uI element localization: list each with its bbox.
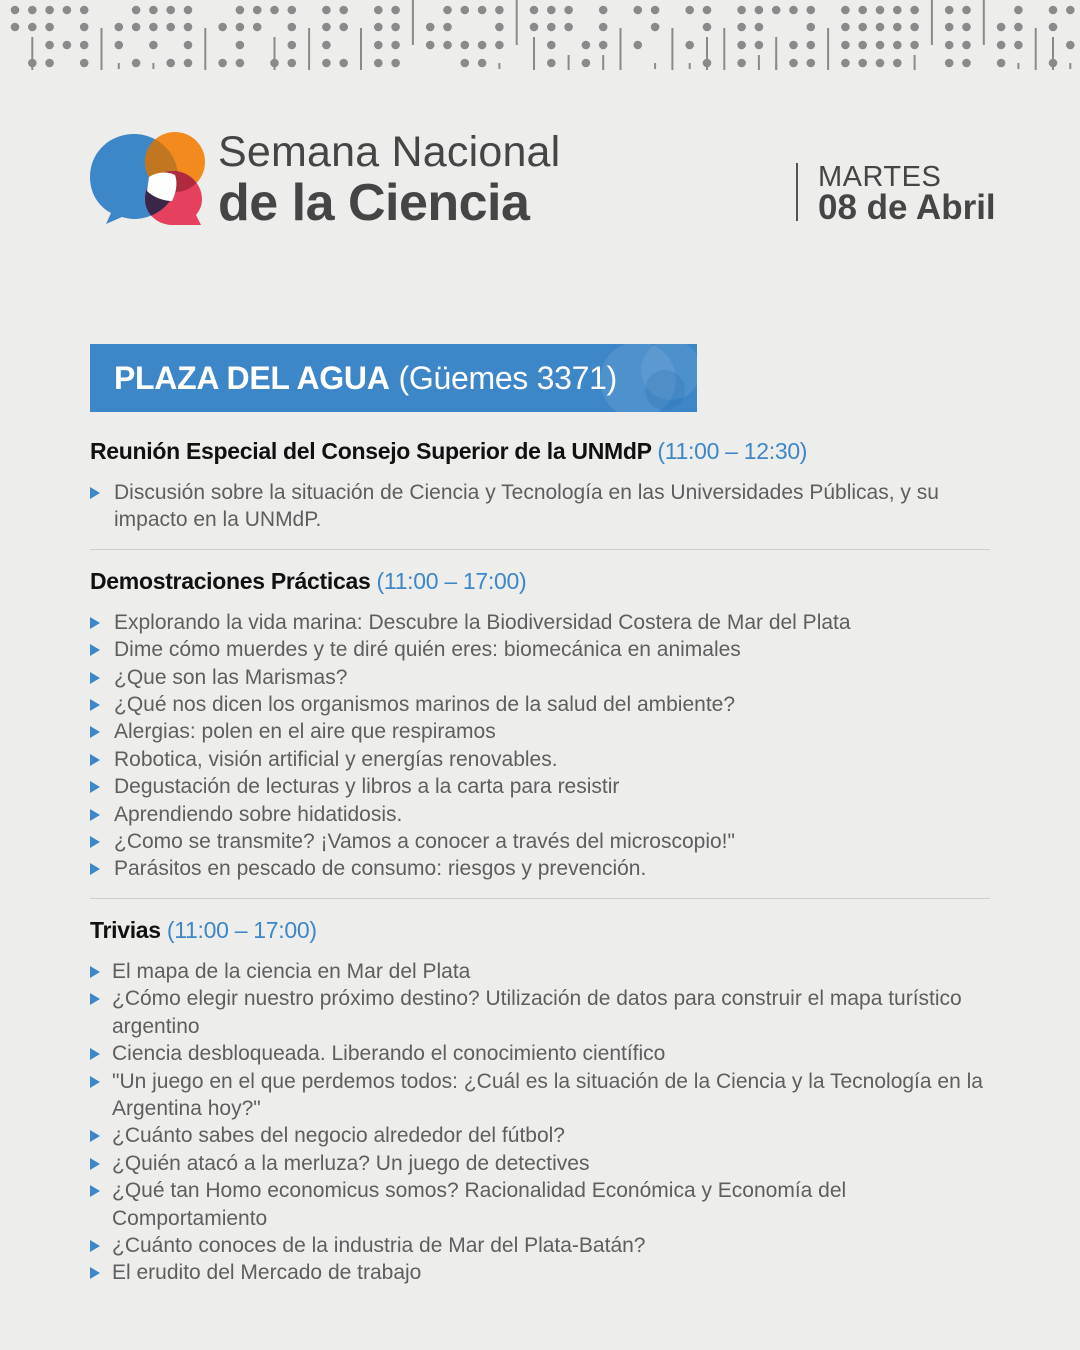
section-title [90,565,990,597]
list-item-text: ¿Cuánto sabes del negocio alrededor del fútbol? [112,1124,565,1148]
list-item [90,1150,990,1177]
list-item-text: ¿Que son las Marismas? [114,665,348,689]
triangle-bullet-icon [90,487,100,499]
list-item-text: Parásitos en pescado de consumo: riesgos y prevención. [114,857,647,881]
list-item [90,746,990,773]
triangle-bullet-icon [90,781,100,793]
section-reunion-especial [90,435,990,534]
list-item [90,1177,990,1232]
triangle-bullet-icon [90,672,100,684]
list-item [90,985,990,1040]
list-item-text: ¿Qué tan Homo economicus somos? Racionalidad Económica y Economía del Comportamiento [112,1179,847,1230]
venue-address: (Güemes 3371) [398,359,617,396]
triangle-bullet-icon [90,993,100,1005]
list-item-text: ¿Qué nos dicen los organismos marinos de la salud del ambiente? [114,693,736,717]
triangle-bullet-icon [90,1240,100,1252]
list-item-text: Robotica, visión artificial y energías renovables. [114,747,558,771]
triangle-bullet-icon [90,863,100,875]
list-item [90,479,990,534]
list-item-text: Ciencia desbloqueada. Liberando el conocimiento científico [112,1042,666,1066]
event-title-line2: de la Ciencia [218,174,530,232]
section-divider [90,549,990,550]
list-item-text: Alergias: polen en el aire que respiramos [114,720,496,744]
section-title [90,435,990,467]
list-item-text: ¿Cómo elegir nuestro próximo destino? Utilización de datos para construir el mapa turístico argentino [112,987,962,1038]
list-item [90,773,990,800]
activity-list [90,479,990,534]
semana-ciencia-logo-icon [89,131,207,226]
list-item [90,664,990,691]
section-title-text: Demostraciones Prácticas [90,567,371,594]
list-item-text: Dime cómo muerdes y te diré quién eres: biomecánica en animales [114,638,741,662]
list-item-text: Discusión sobre la situación de Ciencia y Tecnología en las Universidades Públicas, y su impacto en la UNMdP. [114,481,939,532]
triangle-bullet-icon [90,809,100,821]
event-title-line1: Semana Nacional [218,128,561,176]
triangle-bullet-icon [90,1130,100,1142]
list-item [90,1040,990,1067]
section-time: (11:00 – 17:00) [166,916,317,943]
list-item [90,718,990,745]
triangle-bullet-icon [90,754,100,766]
list-item [90,1232,990,1259]
section-trivias [90,914,990,1287]
list-item [90,1122,990,1149]
list-item [90,958,990,985]
venue-banner [90,344,697,412]
list-item [90,691,990,718]
list-item-text: Explorando la vida marina: Descubre la Biodiversidad Costera de Mar del Plata [114,610,851,634]
triangle-bullet-icon [90,617,100,629]
triangle-bullet-icon [90,1158,100,1170]
activity-list [90,609,990,883]
list-item-text: ¿Cuánto conoces de la industria de Mar del Plata-Batán? [112,1233,646,1257]
list-item [90,801,990,828]
list-item [90,636,990,663]
event-day-month: 08 de Abril [818,188,996,227]
program-content [90,435,990,1287]
section-divider [90,898,990,899]
triangle-bullet-icon [90,836,100,848]
triangle-bullet-icon [90,644,100,656]
triangle-bullet-icon [90,1185,100,1197]
list-item-text: Aprendiendo sobre hidatidosis. [114,802,403,826]
triangle-bullet-icon [90,726,100,738]
triangle-bullet-icon [90,1048,100,1060]
activity-list [90,958,990,1287]
section-demostraciones-practicas [90,565,990,883]
list-item-text: ¿Quién atacó a la merluza? Un juego de detectives [112,1151,590,1175]
event-date [796,161,996,227]
list-item-text: ¿Como se transmite? ¡Vamos a conocer a través del microscopio!" [114,830,735,854]
decorative-bubbles-icon [593,344,697,412]
triangle-bullet-icon [90,1076,100,1088]
triangle-bullet-icon [90,1267,100,1279]
list-item [90,855,990,882]
list-item-text: Degustación de lecturas y libros a la carta para resistir [114,775,620,799]
section-time: (11:00 – 17:00) [376,567,527,594]
section-title [90,914,990,946]
list-item [90,828,990,855]
list-item-text: "Un juego en el que perdemos todos: ¿Cuál es la situación de la Ciencia y la Tecnología en la Argentina hoy?" [112,1069,983,1120]
list-item-text: El erudito del Mercado de trabajo [112,1261,422,1285]
decorative-dot-pattern [0,0,1080,80]
triangle-bullet-icon [90,699,100,711]
event-title [218,128,560,230]
list-item [90,1068,990,1123]
list-item [90,1259,990,1286]
section-time: (11:00 – 12:30) [657,438,808,464]
section-title-text: Reunión Especial del Consejo Superior de la UNMdP [90,438,652,464]
event-weekday: MARTES [818,161,942,193]
venue-name: PLAZA DEL AGUA [114,359,390,396]
triangle-bullet-icon [90,966,100,978]
section-title-text: Trivias [90,916,161,943]
list-item-text: El mapa de la ciencia en Mar del Plata [112,959,471,983]
list-item [90,609,990,636]
